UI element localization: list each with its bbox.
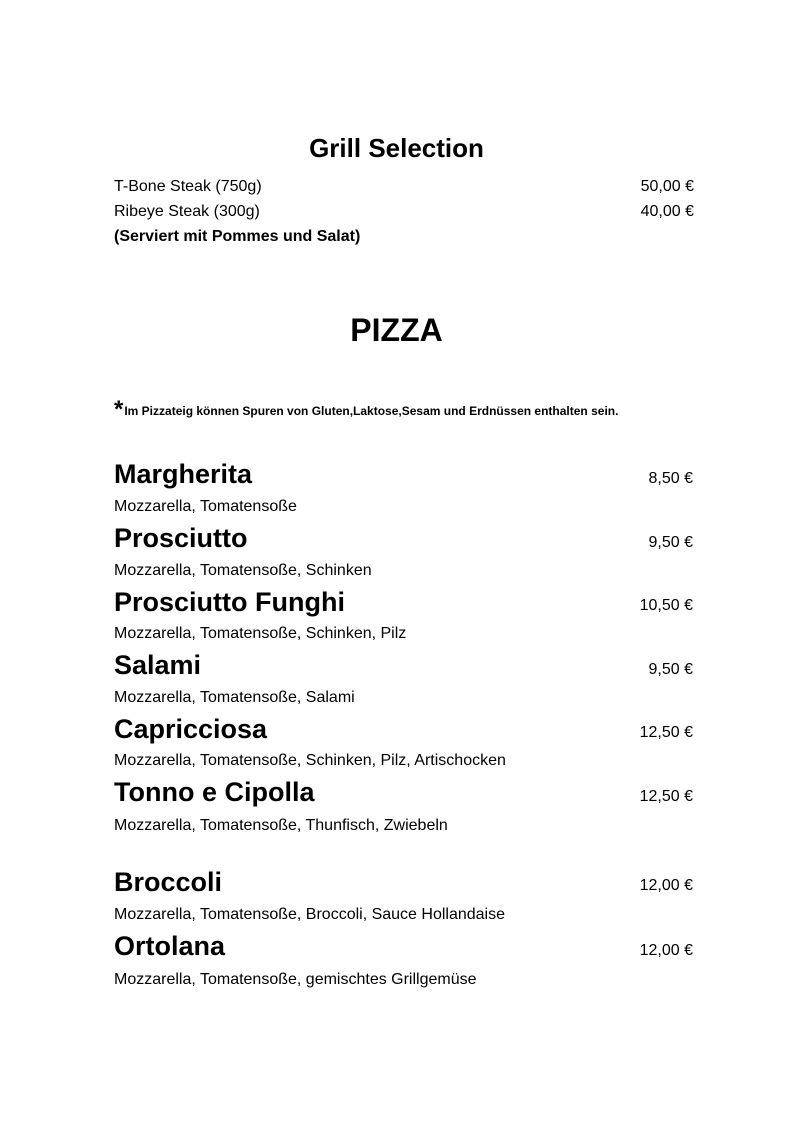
pizza-name: Margherita xyxy=(114,459,253,489)
pizza-description: Mozzarella, Tomatensoße, Schinken xyxy=(114,562,372,579)
grill-item-price: 50,00 € xyxy=(640,178,694,195)
pizza-price: 12,00 € xyxy=(639,877,693,894)
pizza-price: 8,50 € xyxy=(648,470,693,487)
pizza-description: Mozzarella, Tomatensoße, Thunfisch, Zwiebeln xyxy=(114,817,448,834)
pizza-description: Mozzarella, Tomatensoße xyxy=(114,498,297,515)
pizza-price: 9,50 € xyxy=(648,661,693,678)
pizza-name: Ortolana xyxy=(114,931,226,961)
pizza-name: Prosciutto Funghi xyxy=(114,587,345,617)
pizza-description: Mozzarella, Tomatensoße, Broccoli, Sauce Hollandaise xyxy=(114,906,506,923)
pizza-name: Broccoli xyxy=(114,867,223,897)
grill-item-name: Ribeye Steak (300g) xyxy=(114,203,260,220)
pizza-section-title: PIZZA xyxy=(350,312,443,348)
pizza-name: Capricciosa xyxy=(114,714,268,744)
asterisk-marker: * xyxy=(114,396,124,423)
pizza-name: Salami xyxy=(114,650,202,680)
pizza-description: Mozzarella, Tomatensoße, gemischtes Grillgemüse xyxy=(114,971,477,988)
allergen-note xyxy=(114,398,618,422)
grill-serving-note: (Serviert mit Pommes und Salat) xyxy=(114,228,361,245)
pizza-price: 9,50 € xyxy=(648,534,693,551)
grill-item-price: 40,00 € xyxy=(640,203,694,220)
pizza-description: Mozzarella, Tomatensoße, Schinken, Pilz xyxy=(114,625,407,642)
grill-item xyxy=(114,204,694,220)
pizza-price: 12,00 € xyxy=(639,942,693,959)
grill-item xyxy=(114,179,694,195)
grill-section-title: Grill Selection xyxy=(309,133,484,163)
allergen-note-text: Im Pizzateig können Spuren von Gluten,Laktose,Sesam und Erdnüssen enthalten sein. xyxy=(124,404,619,418)
pizza-price: 10,50 € xyxy=(639,597,693,614)
grill-item-name: T-Bone Steak (750g) xyxy=(114,178,262,195)
pizza-name: Prosciutto xyxy=(114,523,248,553)
pizza-description: Mozzarella, Tomatensoße, Salami xyxy=(114,689,355,706)
pizza-name: Tonno e Cipolla xyxy=(114,777,315,807)
pizza-price: 12,50 € xyxy=(639,724,693,741)
pizza-description: Mozzarella, Tomatensoße, Schinken, Pilz, Artischocken xyxy=(114,752,506,769)
pizza-price: 12,50 € xyxy=(639,788,693,805)
